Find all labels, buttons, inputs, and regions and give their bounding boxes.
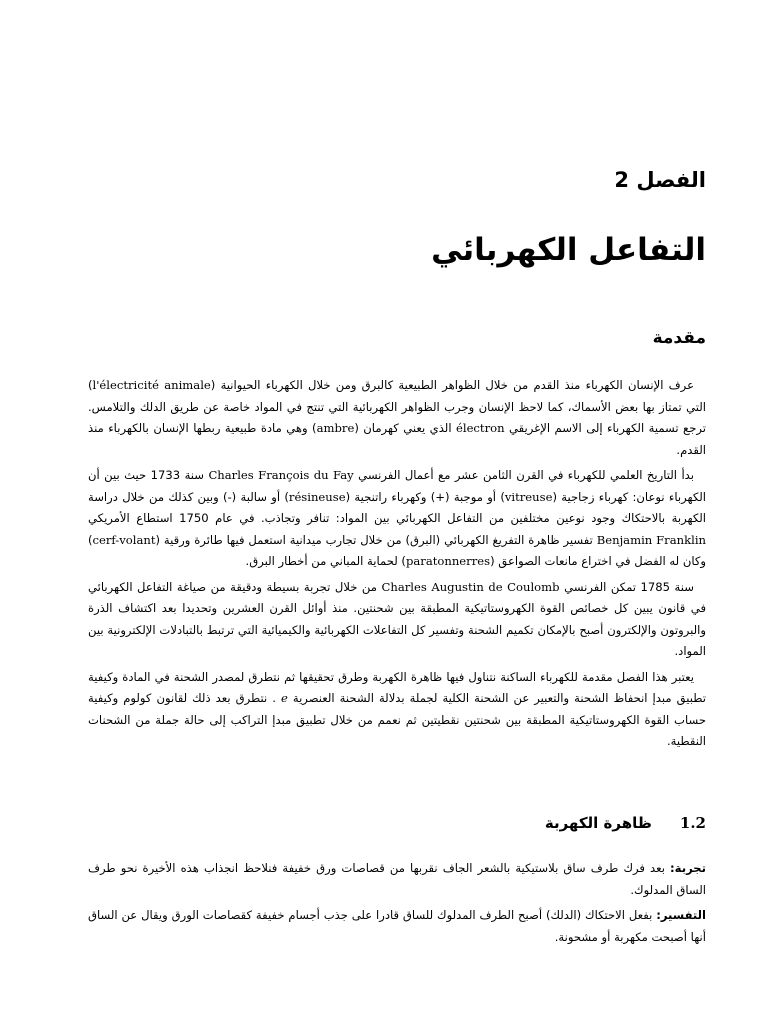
section-title: ظاهرة الكهربة: [544, 814, 652, 832]
section-heading: [545, 814, 706, 832]
intro-paragraph-2: بدأ التاريخ العلمي للكهرباء في القرن الثامن عشر مع أعمال الفرنسي Charles François du Fay سنة 1733 حيث بين أن الكهرباء نوعان: كهرباء زجاجية (vitreuse) أو موجبة (+) وكهرباء راتنجية (résineuse) أو سالبة (-) وبين كذلك من خلال دراسة الكهربة بالاحتكاك وجود نوعين مختلفين من التفاعل الكهربائي بين المواد: تنافر وتجاذب. في عام 1750 استطاع الأمريكي Benjamin Franklin تفسير ظاهرة التفريغ الكهربائي (البرق) من خلال تجارب ميدانية استعمل فيها طائرة ورقية (cerf-volant) وكان له الفضل في اختراع مانعات الصواعق (paratonnerres) لحماية المباني من أخطار البرق.: [88, 468, 706, 568]
latin-name: Charles Augustin de Coulomb: [381, 579, 560, 594]
latin-term: ambre: [316, 421, 355, 435]
intro-paragraph-3: سنة 1785 تمكن الفرنسي Charles Augustin de Coulomb من خلال تجربة بسيطة ودقيقة من صياغة التفاعل الكهربائي في قانون يبين كل خصائص القوة الكهروستاتيكية المطبقة بين شحنتين. منذ أوائل القرن العشرين وتحديدا بعد اكتشاف الذرة والبروتون والإلكترون أصبح بالإمكان تكميم الشحنة وتفسير كل التفاعلات الكهربائية والكيميائية التي ترتبط بالتبادلات الإلكترونية بين المواد.: [88, 579, 706, 658]
chapter-label: الفصل 2: [614, 168, 706, 192]
section-body: [88, 858, 706, 952]
interpretation-paragraph: التفسير: بفعل الاحتكاك (الدلك) أصبح الطرف المدلوك للساق قادرا على جذب أجسام خفيفة كقصاصات الورق ويقال عن الساق أنها أصبحت مكهربة أو مشحونة.: [88, 908, 706, 944]
intro-heading: مقدمة: [652, 328, 706, 348]
chapter-title: التفاعل الكهربائي: [431, 232, 706, 268]
latin-name: Charles François du Fay: [208, 468, 354, 482]
experiment-term: تجربة:: [670, 861, 706, 875]
intro-paragraph-4: يعتبر هذا الفصل مقدمة للكهرباء الساكنة نتناول فيها ظاهرة الكهربة وطرق تحقيقها ثم نتطرق لمصدر الشحنة في المادة وكيفية تطبيق مبدإ انحفاظ الشحنة والتعبير عن الشحنة الكلية لجملة بدلالة الشحنة العنصرية e . نتطرق بعد ذلك لقانون كولوم وكيفية حساب القوة الكهروستاتيكية المطبقة بين شحنتين نقطيتين ثم نعمم من خلال تطبيق مبدإ التراكب إلى حالة جملة من الشحنات النقطية.: [88, 669, 706, 748]
latin-term: électron: [456, 421, 505, 435]
latin-term: résineuse: [288, 489, 346, 504]
latin-term: vitreuse: [504, 489, 553, 504]
math-symbol: e: [280, 691, 288, 705]
intro-body: [88, 375, 706, 757]
latin-term: l'électricité animale: [92, 378, 211, 392]
intro-paragraph-1: عرف الإنسان الكهرباء منذ القدم من خلال الظواهر الطبيعية كالبرق ومن خلال الكهرباء الحيوانية (l'électricité animale) التي تمتاز بها بعض الأسماك، كما لاحظ الإنسان وجرب الظواهر الكهربائية التي تنتج في المواد خاصة عن طريق الدلك والتلامس. ترجع تسمية الكهرباء إلى الاسم الإغريقي électron الذي يعني كهرمان (ambre) وهي مادة طبيعية ربطها الإنسان بالكهرباء منذ القدم.: [88, 378, 706, 457]
experiment-paragraph: تجربة: بعد فرك طرف ساق بلاستيكية بالشعر الجاف نقربها من قصاصات ورق خفيفة فنلاحظ انجذاب هذه الأخيرة نحو طرف الساق المدلوك.: [88, 861, 706, 897]
section-number: 1.2: [679, 814, 706, 832]
document-page: [88, 0, 706, 1024]
latin-term: paratonnerres: [405, 554, 491, 568]
interpretation-term: التفسير:: [656, 908, 706, 922]
latin-term: cerf-volant: [92, 532, 156, 547]
latin-name: Benjamin Franklin: [596, 532, 706, 547]
